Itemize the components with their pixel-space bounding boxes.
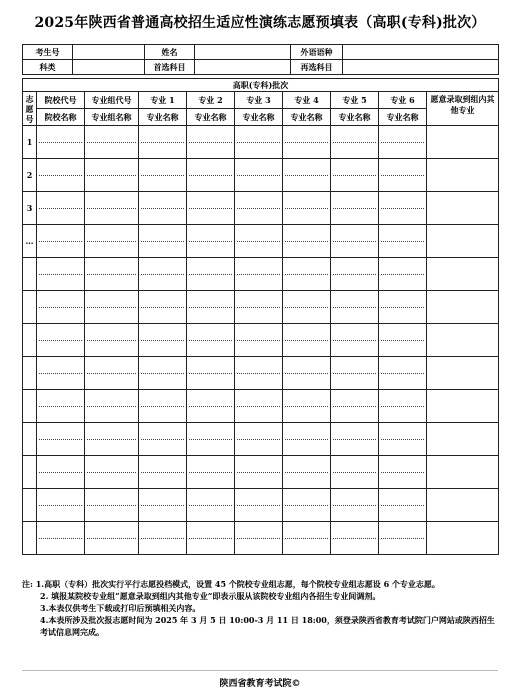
dotted-divider — [237, 505, 280, 506]
major-cell[interactable] — [379, 291, 427, 324]
school-cell[interactable] — [37, 291, 85, 324]
major-cell[interactable] — [283, 225, 331, 258]
major-cell[interactable] — [187, 456, 235, 489]
major-cell[interactable] — [283, 324, 331, 357]
major-cell[interactable] — [235, 423, 283, 456]
major-cell[interactable] — [283, 522, 331, 555]
major-cell[interactable] — [379, 390, 427, 423]
wish-number: 1 — [23, 126, 37, 159]
dotted-divider — [87, 472, 136, 473]
dotted-divider — [39, 142, 82, 143]
dotted-divider — [237, 175, 280, 176]
major-4-header: 专业 4 — [283, 92, 331, 109]
foreign-lang-label: 外语语种 — [291, 45, 343, 60]
group-code-header: 专业组代号 — [85, 92, 139, 109]
dotted-divider — [333, 307, 376, 308]
group-cell[interactable] — [85, 390, 139, 423]
candidate-info-table — [22, 44, 499, 75]
wish-rows — [23, 126, 499, 555]
dotted-divider — [87, 175, 136, 176]
major-name-header: 专业名称 — [235, 109, 283, 126]
wish-number — [23, 489, 37, 522]
candidate-no-label: 考生号 — [23, 45, 73, 60]
major-name-header: 专业名称 — [283, 109, 331, 126]
dotted-divider — [237, 142, 280, 143]
major-cell[interactable] — [235, 159, 283, 192]
group-cell[interactable] — [85, 357, 139, 390]
school-cell[interactable] — [37, 225, 85, 258]
dotted-divider — [333, 538, 376, 539]
major-cell[interactable] — [331, 423, 379, 456]
dotted-divider — [87, 142, 136, 143]
major-2-header: 专业 2 — [187, 92, 235, 109]
major-cell[interactable] — [139, 225, 187, 258]
dotted-divider — [87, 340, 136, 341]
major-1-header: 专业 1 — [139, 92, 187, 109]
dotted-divider — [381, 175, 424, 176]
second-subject-field[interactable] — [343, 60, 499, 75]
wish-number: … — [23, 225, 37, 258]
major-cell[interactable] — [283, 423, 331, 456]
group-cell[interactable] — [85, 159, 139, 192]
group-cell[interactable] — [85, 489, 139, 522]
wish-number — [23, 456, 37, 489]
dotted-divider — [381, 241, 424, 242]
dotted-divider — [39, 340, 82, 341]
dotted-divider — [87, 406, 136, 407]
dotted-divider — [381, 274, 424, 275]
major-cell[interactable] — [235, 126, 283, 159]
note-2: 2. 填报某院校专业组“愿意录取到组内其他专业”即表示服从该院校专业组内各招生专业间调剂。 — [40, 591, 381, 601]
major-cell[interactable] — [379, 456, 427, 489]
dotted-divider — [285, 241, 328, 242]
dotted-divider — [141, 373, 184, 374]
school-cell[interactable] — [37, 324, 85, 357]
major-5-header: 专业 5 — [331, 92, 379, 109]
dotted-divider — [141, 505, 184, 506]
accept-other-cell[interactable] — [427, 456, 499, 489]
accept-other-cell[interactable] — [427, 522, 499, 555]
wish-number — [23, 291, 37, 324]
major-cell[interactable] — [331, 456, 379, 489]
dotted-divider — [87, 505, 136, 506]
major-cell[interactable] — [283, 456, 331, 489]
dotted-divider — [381, 406, 424, 407]
accept-other-header: 愿意录取到组内其他专业 — [427, 92, 499, 126]
major-cell[interactable] — [283, 291, 331, 324]
dotted-divider — [189, 274, 232, 275]
dotted-divider — [333, 472, 376, 473]
dotted-divider — [285, 274, 328, 275]
accept-other-cell[interactable] — [427, 357, 499, 390]
major-cell[interactable] — [331, 522, 379, 555]
wish-no-text: 志愿号 — [25, 93, 34, 124]
major-cell[interactable] — [331, 192, 379, 225]
major-cell[interactable] — [235, 489, 283, 522]
major-name-header: 专业名称 — [139, 109, 187, 126]
dotted-divider — [333, 274, 376, 275]
major-cell[interactable] — [187, 126, 235, 159]
dotted-divider — [141, 241, 184, 242]
school-cell[interactable] — [37, 423, 85, 456]
dotted-divider — [285, 307, 328, 308]
wish-number — [23, 390, 37, 423]
first-subject-field[interactable] — [195, 60, 291, 75]
dotted-divider — [141, 175, 184, 176]
dotted-divider — [333, 208, 376, 209]
major-6-header: 专业 6 — [379, 92, 427, 109]
dotted-divider — [381, 439, 424, 440]
major-cell[interactable] — [283, 126, 331, 159]
major-cell[interactable] — [187, 390, 235, 423]
major-cell[interactable] — [379, 522, 427, 555]
major-cell[interactable] — [331, 324, 379, 357]
dotted-divider — [189, 373, 232, 374]
dotted-divider — [285, 472, 328, 473]
major-cell[interactable] — [235, 390, 283, 423]
dotted-divider — [285, 142, 328, 143]
wish-row — [23, 357, 499, 390]
major-name-header: 专业名称 — [187, 109, 235, 126]
dotted-divider — [381, 208, 424, 209]
subject-type-field[interactable] — [73, 60, 145, 75]
group-name-header: 专业组名称 — [85, 109, 139, 126]
dotted-divider — [189, 505, 232, 506]
wish-table — [22, 78, 499, 555]
dotted-divider — [141, 208, 184, 209]
dotted-divider — [333, 142, 376, 143]
accept-other-cell[interactable] — [427, 126, 499, 159]
accept-other-cell[interactable] — [427, 423, 499, 456]
dotted-divider — [285, 373, 328, 374]
major-cell[interactable] — [379, 489, 427, 522]
dotted-divider — [39, 274, 82, 275]
major-cell[interactable] — [187, 324, 235, 357]
dotted-divider — [87, 439, 136, 440]
dotted-divider — [39, 241, 82, 242]
group-cell[interactable] — [85, 456, 139, 489]
notes — [22, 578, 500, 638]
dotted-divider — [141, 472, 184, 473]
major-cell[interactable] — [139, 390, 187, 423]
foreign-lang-field[interactable] — [343, 45, 499, 60]
dotted-divider — [39, 373, 82, 374]
dotted-divider — [87, 274, 136, 275]
major-cell[interactable] — [379, 126, 427, 159]
major-cell[interactable] — [187, 159, 235, 192]
dotted-divider — [39, 538, 82, 539]
dotted-divider — [285, 406, 328, 407]
dotted-divider — [381, 373, 424, 374]
dotted-divider — [189, 241, 232, 242]
wish-row — [23, 126, 499, 159]
major-cell[interactable] — [235, 291, 283, 324]
dotted-divider — [285, 439, 328, 440]
subject-type-label: 科类 — [23, 60, 73, 75]
wish-row — [23, 390, 499, 423]
school-cell[interactable] — [37, 489, 85, 522]
major-cell[interactable] — [139, 456, 187, 489]
dotted-divider — [39, 439, 82, 440]
dotted-divider — [381, 142, 424, 143]
major-cell[interactable] — [187, 225, 235, 258]
major-cell[interactable] — [139, 192, 187, 225]
major-cell[interactable] — [139, 159, 187, 192]
dotted-divider — [141, 538, 184, 539]
major-cell[interactable] — [187, 291, 235, 324]
major-cell[interactable] — [283, 390, 331, 423]
major-cell[interactable] — [139, 258, 187, 291]
dotted-divider — [189, 142, 232, 143]
dotted-divider — [285, 175, 328, 176]
batch-heading: 高职(专科)批次 — [23, 79, 499, 92]
major-cell[interactable] — [331, 258, 379, 291]
candidate-no-field[interactable] — [73, 45, 145, 60]
first-subject-label: 首选科目 — [145, 60, 195, 75]
major-cell[interactable] — [379, 225, 427, 258]
wish-number: 2 — [23, 159, 37, 192]
dotted-divider — [141, 439, 184, 440]
dotted-divider — [39, 505, 82, 506]
major-cell[interactable] — [283, 258, 331, 291]
dotted-divider — [285, 340, 328, 341]
dotted-divider — [381, 472, 424, 473]
major-cell[interactable] — [139, 324, 187, 357]
wish-number — [23, 324, 37, 357]
wish-number — [23, 258, 37, 291]
wish-row — [23, 291, 499, 324]
note-1: 注: 1.高职（专科）批次实行平行志愿投档模式，设置 45 个院校专业组志愿，每个院校专业组志愿设 6 个专业志愿。 — [22, 579, 440, 589]
dotted-divider — [381, 340, 424, 341]
wish-number — [23, 423, 37, 456]
major-cell[interactable] — [379, 357, 427, 390]
wish-row — [23, 192, 499, 225]
major-cell[interactable] — [235, 357, 283, 390]
dotted-divider — [87, 208, 136, 209]
school-cell[interactable] — [37, 126, 85, 159]
group-cell[interactable] — [85, 522, 139, 555]
wish-no-header — [23, 92, 37, 126]
dotted-divider — [333, 340, 376, 341]
accept-other-cell[interactable] — [427, 489, 499, 522]
major-cell[interactable] — [379, 159, 427, 192]
wish-number — [23, 357, 37, 390]
accept-other-cell[interactable] — [427, 390, 499, 423]
dotted-divider — [237, 439, 280, 440]
accept-other-cell[interactable] — [427, 225, 499, 258]
major-cell[interactable] — [235, 522, 283, 555]
dotted-divider — [237, 373, 280, 374]
dotted-divider — [141, 340, 184, 341]
note-3: 3.本表仅供考生下载或打印后预填相关内容。 — [40, 603, 201, 613]
dotted-divider — [87, 373, 136, 374]
second-subject-label: 再选科目 — [291, 60, 343, 75]
dotted-divider — [141, 406, 184, 407]
footer-divider — [22, 670, 498, 671]
major-cell[interactable] — [187, 423, 235, 456]
dotted-divider — [87, 538, 136, 539]
major-cell[interactable] — [139, 423, 187, 456]
major-cell[interactable] — [187, 489, 235, 522]
dotted-divider — [189, 472, 232, 473]
dotted-divider — [333, 373, 376, 374]
group-cell[interactable] — [85, 225, 139, 258]
dotted-divider — [333, 175, 376, 176]
major-cell[interactable] — [331, 159, 379, 192]
accept-other-cell[interactable] — [427, 324, 499, 357]
accept-other-cell[interactable] — [427, 159, 499, 192]
school-cell[interactable] — [37, 159, 85, 192]
dotted-divider — [189, 340, 232, 341]
dotted-divider — [141, 274, 184, 275]
major-cell[interactable] — [139, 291, 187, 324]
wish-row — [23, 225, 499, 258]
dotted-divider — [141, 142, 184, 143]
major-cell[interactable] — [187, 258, 235, 291]
dotted-divider — [237, 307, 280, 308]
major-cell[interactable] — [235, 324, 283, 357]
major-cell[interactable] — [331, 126, 379, 159]
major-cell[interactable] — [283, 159, 331, 192]
dotted-divider — [87, 307, 136, 308]
major-cell[interactable] — [283, 357, 331, 390]
major-cell[interactable] — [379, 192, 427, 225]
major-cell[interactable] — [283, 192, 331, 225]
major-cell[interactable] — [235, 456, 283, 489]
major-cell[interactable] — [139, 357, 187, 390]
major-cell[interactable] — [379, 258, 427, 291]
dotted-divider — [285, 208, 328, 209]
dotted-divider — [237, 538, 280, 539]
accept-other-cell[interactable] — [427, 258, 499, 291]
major-cell[interactable] — [187, 357, 235, 390]
major-cell[interactable] — [331, 225, 379, 258]
name-label: 姓名 — [145, 45, 195, 60]
major-cell[interactable] — [283, 489, 331, 522]
major-cell[interactable] — [331, 390, 379, 423]
major-cell[interactable] — [331, 357, 379, 390]
dotted-divider — [189, 208, 232, 209]
school-cell[interactable] — [37, 357, 85, 390]
group-cell[interactable] — [85, 258, 139, 291]
major-cell[interactable] — [235, 258, 283, 291]
dotted-divider — [237, 472, 280, 473]
major-cell[interactable] — [331, 291, 379, 324]
major-name-header: 专业名称 — [379, 109, 427, 126]
major-cell[interactable] — [235, 225, 283, 258]
dotted-divider — [381, 505, 424, 506]
dotted-divider — [237, 406, 280, 407]
group-cell[interactable] — [85, 423, 139, 456]
school-cell[interactable] — [37, 258, 85, 291]
group-cell[interactable] — [85, 324, 139, 357]
school-cell[interactable] — [37, 522, 85, 555]
school-cell[interactable] — [37, 192, 85, 225]
page-title: 2025年陕西省普通高校招生适应性演练志愿预填表（高职(专科)批次） — [34, 15, 486, 31]
dotted-divider — [87, 241, 136, 242]
dotted-divider — [333, 505, 376, 506]
accept-other-cell[interactable] — [427, 192, 499, 225]
group-cell[interactable] — [85, 291, 139, 324]
name-field[interactable] — [195, 45, 291, 60]
school-code-header: 院校代号 — [37, 92, 85, 109]
dotted-divider — [237, 208, 280, 209]
wish-number: 3 — [23, 192, 37, 225]
dotted-divider — [237, 241, 280, 242]
note-4: 4.本表所涉及批次报志愿时间为 2025 年 3 月 5 日 10:00-3 月 11 日 18:00，须登录陕西省教育考试院门户网站或陕西招生考试信息网完成。 — [40, 615, 495, 637]
wish-row — [23, 324, 499, 357]
accept-other-cell[interactable] — [427, 291, 499, 324]
dotted-divider — [189, 538, 232, 539]
dotted-divider — [237, 340, 280, 341]
dotted-divider — [39, 307, 82, 308]
dotted-divider — [333, 439, 376, 440]
dotted-divider — [285, 538, 328, 539]
dotted-divider — [333, 406, 376, 407]
wish-row — [23, 489, 499, 522]
group-cell[interactable] — [85, 126, 139, 159]
dotted-divider — [141, 307, 184, 308]
school-name-header: 院校名称 — [37, 109, 85, 126]
major-cell[interactable] — [331, 489, 379, 522]
dotted-divider — [39, 208, 82, 209]
major-3-header: 专业 3 — [235, 92, 283, 109]
dotted-divider — [381, 307, 424, 308]
dotted-divider — [189, 439, 232, 440]
major-cell[interactable] — [139, 126, 187, 159]
major-cell[interactable] — [379, 423, 427, 456]
wish-row — [23, 522, 499, 555]
dotted-divider — [237, 274, 280, 275]
school-cell[interactable] — [37, 456, 85, 489]
dotted-divider — [381, 538, 424, 539]
footer: 陕西省教育考试院© — [219, 679, 301, 689]
major-name-header: 专业名称 — [331, 109, 379, 126]
major-cell[interactable] — [379, 324, 427, 357]
group-cell[interactable] — [85, 192, 139, 225]
dotted-divider — [39, 472, 82, 473]
wish-row — [23, 423, 499, 456]
major-cell[interactable] — [187, 522, 235, 555]
dotted-divider — [189, 307, 232, 308]
dotted-divider — [39, 175, 82, 176]
dotted-divider — [285, 505, 328, 506]
dotted-divider — [333, 241, 376, 242]
dotted-divider — [189, 406, 232, 407]
dotted-divider — [39, 406, 82, 407]
major-cell[interactable] — [235, 192, 283, 225]
wish-row — [23, 159, 499, 192]
major-cell[interactable] — [139, 522, 187, 555]
dotted-divider — [189, 175, 232, 176]
wish-row — [23, 258, 499, 291]
wish-number — [23, 522, 37, 555]
major-cell[interactable] — [139, 489, 187, 522]
school-cell[interactable] — [37, 390, 85, 423]
major-cell[interactable] — [187, 192, 235, 225]
wish-row — [23, 456, 499, 489]
